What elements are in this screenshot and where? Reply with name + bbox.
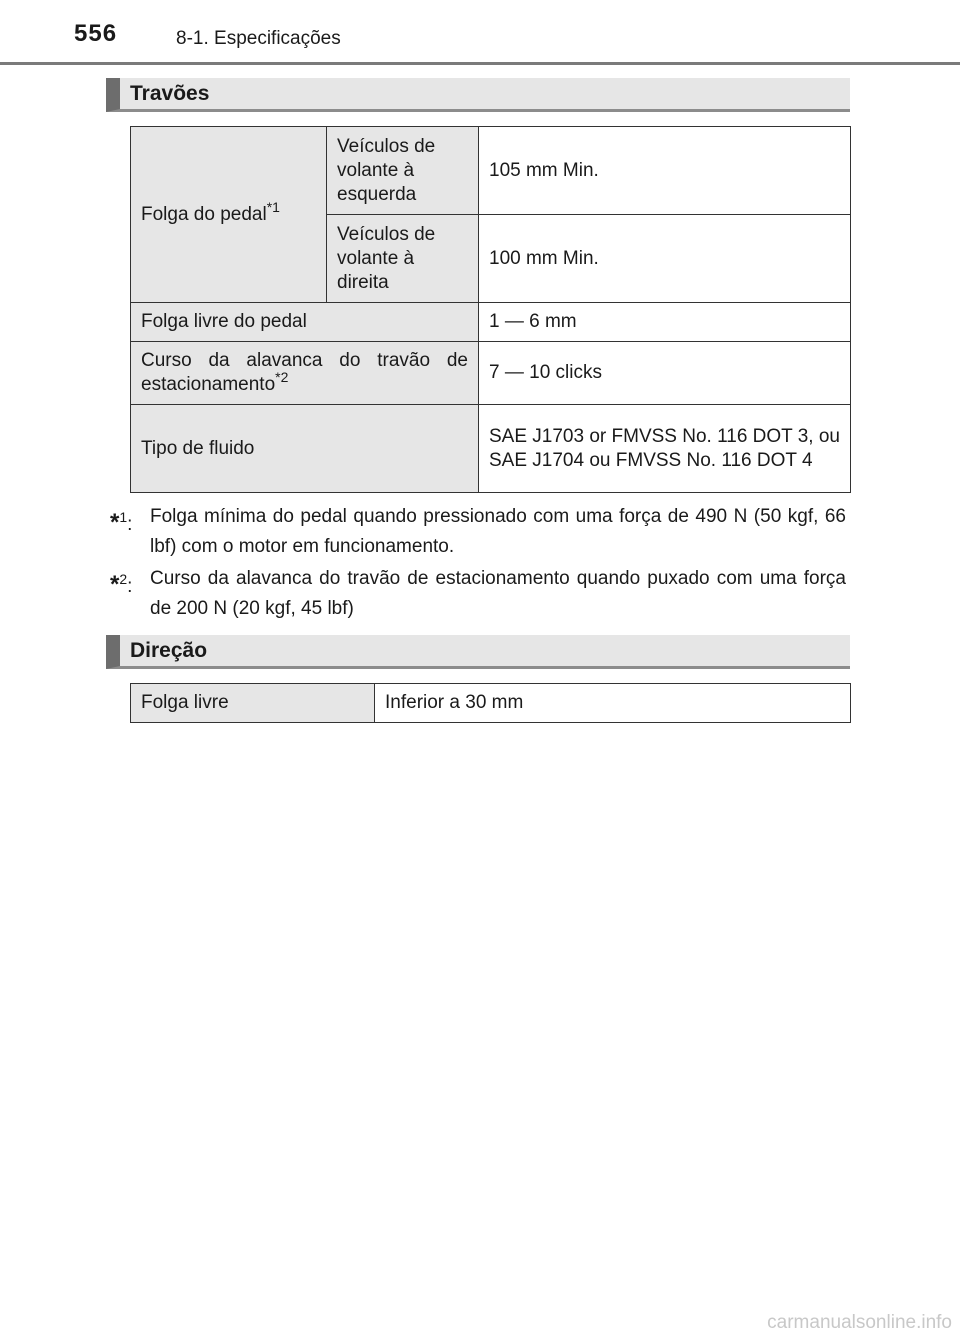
- lever-label-cell: [131, 342, 479, 405]
- rhd-value-cell: [479, 215, 851, 303]
- footnote-1: [110, 502, 846, 562]
- chapter-title: 8-1. Especificações: [176, 28, 341, 49]
- lhd-label-cell: [327, 127, 479, 215]
- free-play-value: 1 — 6 mm: [489, 311, 577, 332]
- footnote-2: [110, 564, 846, 624]
- footnote-1-marker: *$^1$:: [110, 509, 133, 536]
- rhd-label-cell: [327, 215, 479, 303]
- watermark: carmanualsonline.info: [767, 1312, 952, 1333]
- lever-value: 7 — 10 clicks: [489, 362, 602, 383]
- lhd-label: Veículos de volante à esquerda: [337, 135, 436, 205]
- table-row: [131, 684, 851, 723]
- fluid-value-cell: [479, 405, 851, 493]
- lever-value-cell: [479, 342, 851, 405]
- steering-free-play-label: Folga livre: [141, 692, 229, 713]
- section-title-steering: Direção: [130, 639, 208, 662]
- table-row: [131, 127, 851, 215]
- pedal-play-label: Folga do pedal: [141, 203, 267, 225]
- rhd-value: 100 mm Min.: [489, 247, 599, 269]
- section-heading-brakes: [106, 78, 850, 112]
- steering-free-play-label-cell: [131, 684, 375, 723]
- table-row: [131, 342, 851, 405]
- rhd-label: Veículos de volante à direita: [337, 223, 436, 293]
- steering-free-play-value-cell: [375, 684, 851, 723]
- pedal-play-label-cell: [131, 127, 327, 303]
- header-rule: [0, 62, 960, 65]
- lhd-value-cell: [479, 127, 851, 215]
- lever-label: Curso da alavanca do travão de estacionamento: [141, 350, 468, 395]
- pedal-play-footnote-ref: *1: [266, 198, 280, 215]
- table-row: [131, 303, 851, 342]
- section-heading-steering: [106, 635, 850, 669]
- fluid-label: Tipo de fluido: [141, 437, 255, 459]
- lever-footnote-ref: *2: [275, 369, 289, 385]
- footnote-1-text: Folga mínima do pedal quando pressionado com uma força de 490 N (50 kgf, 66 lbf) com o motor em funcionamento.: [150, 506, 846, 557]
- free-play-label: Folga livre do pedal: [141, 311, 307, 332]
- free-play-label-cell: [131, 303, 479, 342]
- free-play-value-cell: [479, 303, 851, 342]
- section-title-brakes: Travões: [130, 82, 210, 105]
- steering-spec-table: [130, 683, 851, 723]
- lhd-value: 105 mm Min.: [489, 159, 599, 181]
- footnote-2-marker: *$^2$:: [110, 571, 133, 598]
- steering-free-play-value: Inferior a 30 mm: [385, 692, 524, 713]
- page-number: 556: [74, 20, 118, 47]
- table-row: [131, 405, 851, 493]
- brakes-spec-table: [130, 126, 851, 493]
- footnote-2-text: Curso da alavanca do travão de estacionamento quando puxado com uma força de 200 N (20 kgf, 45 lbf): [150, 568, 846, 619]
- fluid-value: SAE J1703 or FMVSS No. 116 DOT 3, ou SAE J1704 ou FMVSS No. 116 DOT 4: [489, 425, 840, 471]
- fluid-label-cell: [131, 405, 479, 493]
